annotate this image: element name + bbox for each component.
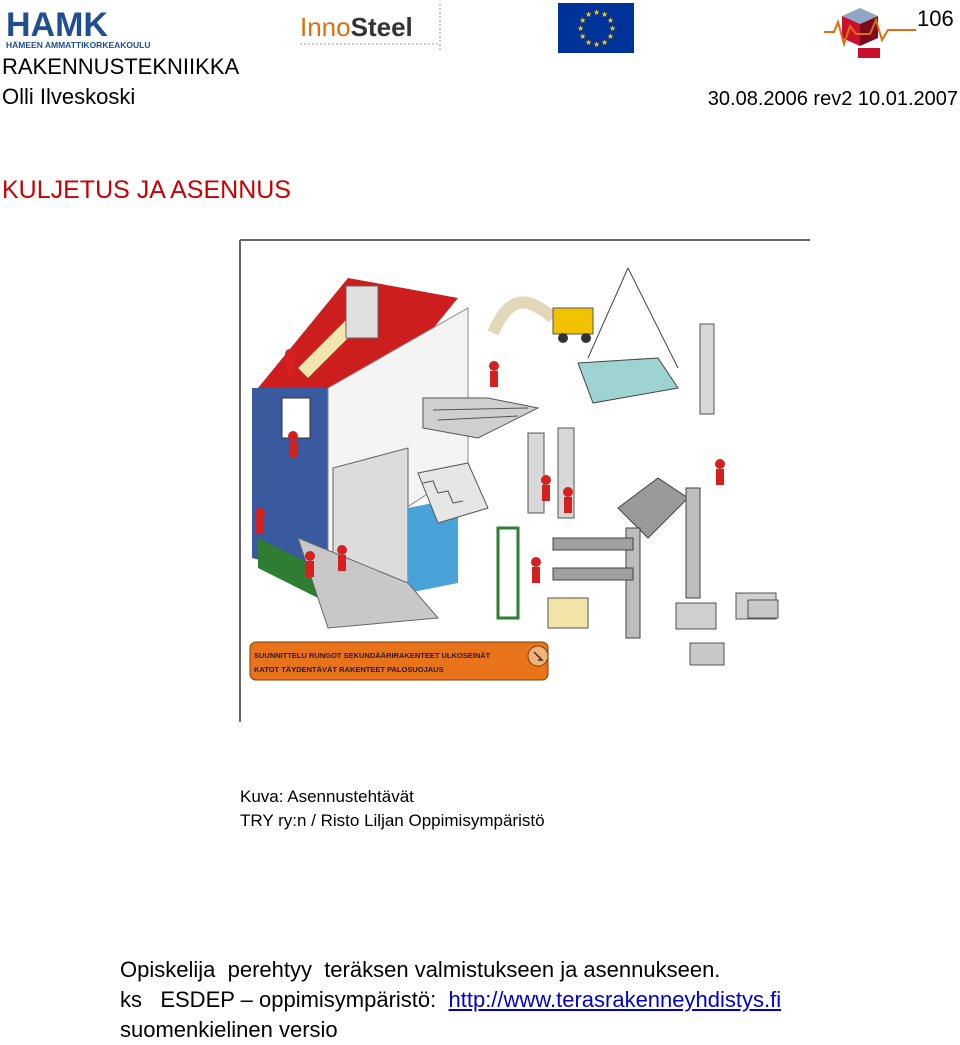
department-label: RAKENNUSTEKNIIKKA — [2, 54, 240, 79]
figure-caption — [240, 785, 545, 833]
caption-line-1: Kuva: Asennustehtävät — [240, 787, 414, 806]
page-title: KULJETUS JA ASENNUS — [2, 176, 291, 204]
innosteel-logo-text: InnoSteel — [300, 12, 413, 42]
eu-star-icon: ★ — [606, 32, 615, 41]
eu-star-icon: ★ — [609, 24, 617, 33]
body-line-3: suomenkielinen versio — [120, 1017, 338, 1042]
eu-star-icon: ★ — [579, 16, 587, 25]
hamk-logo — [4, 6, 160, 50]
hamk-logo-text: HAMK — [6, 6, 108, 44]
eu-flag-icon — [558, 3, 634, 53]
body-line-1: Opiskelija perehtyy teräksen valmistukseen ja asennukseen. — [120, 957, 721, 982]
body-paragraph — [120, 955, 781, 1045]
innosteel-logo — [298, 4, 448, 54]
panel-menu-line1: SUUNNITTELU RUNGOT SEKUNDÄÄRIRAKENTEET ULKOSEINÄT — [254, 651, 491, 660]
eu-star-icon: ★ — [593, 40, 601, 49]
caption-line-2: TRY ry:n / Risto Liljan Oppimisympäristö — [240, 811, 545, 830]
eu-star-icon: ★ — [579, 32, 587, 41]
assembly-illustration — [238, 238, 812, 724]
body-line-2 — [120, 985, 781, 1015]
eu-star-icon: ★ — [601, 10, 609, 20]
steel-cube-logo — [820, 4, 920, 64]
eu-star-icon: ★ — [585, 10, 593, 20]
eu-star-icon: ★ — [577, 24, 585, 33]
revision-date: 30.08.2006 rev2 10.01.2007 — [707, 88, 958, 110]
panel-menu-line2: KATOT TÄYDENTÄVÄT RAKENTEET PALOSUOJAUS — [254, 665, 444, 674]
page-number: 106 — [917, 6, 954, 31]
hamk-logo-subtitle: HÄMEEN AMMATTIKORKEAKOULU — [6, 40, 151, 50]
author-name: Olli Ilveskoski — [2, 84, 136, 109]
eu-star-icon: ★ — [601, 37, 609, 47]
body-line-2-prefix: ks ESDEP – oppimisympäristö: — [120, 987, 449, 1012]
esdep-link[interactable]: http://www.terasrakenneyhdistys.fi — [448, 987, 782, 1012]
eu-star-icon: ★ — [606, 16, 615, 25]
eu-star-icon: ★ — [593, 8, 601, 17]
eu-star-icon: ★ — [585, 37, 593, 47]
